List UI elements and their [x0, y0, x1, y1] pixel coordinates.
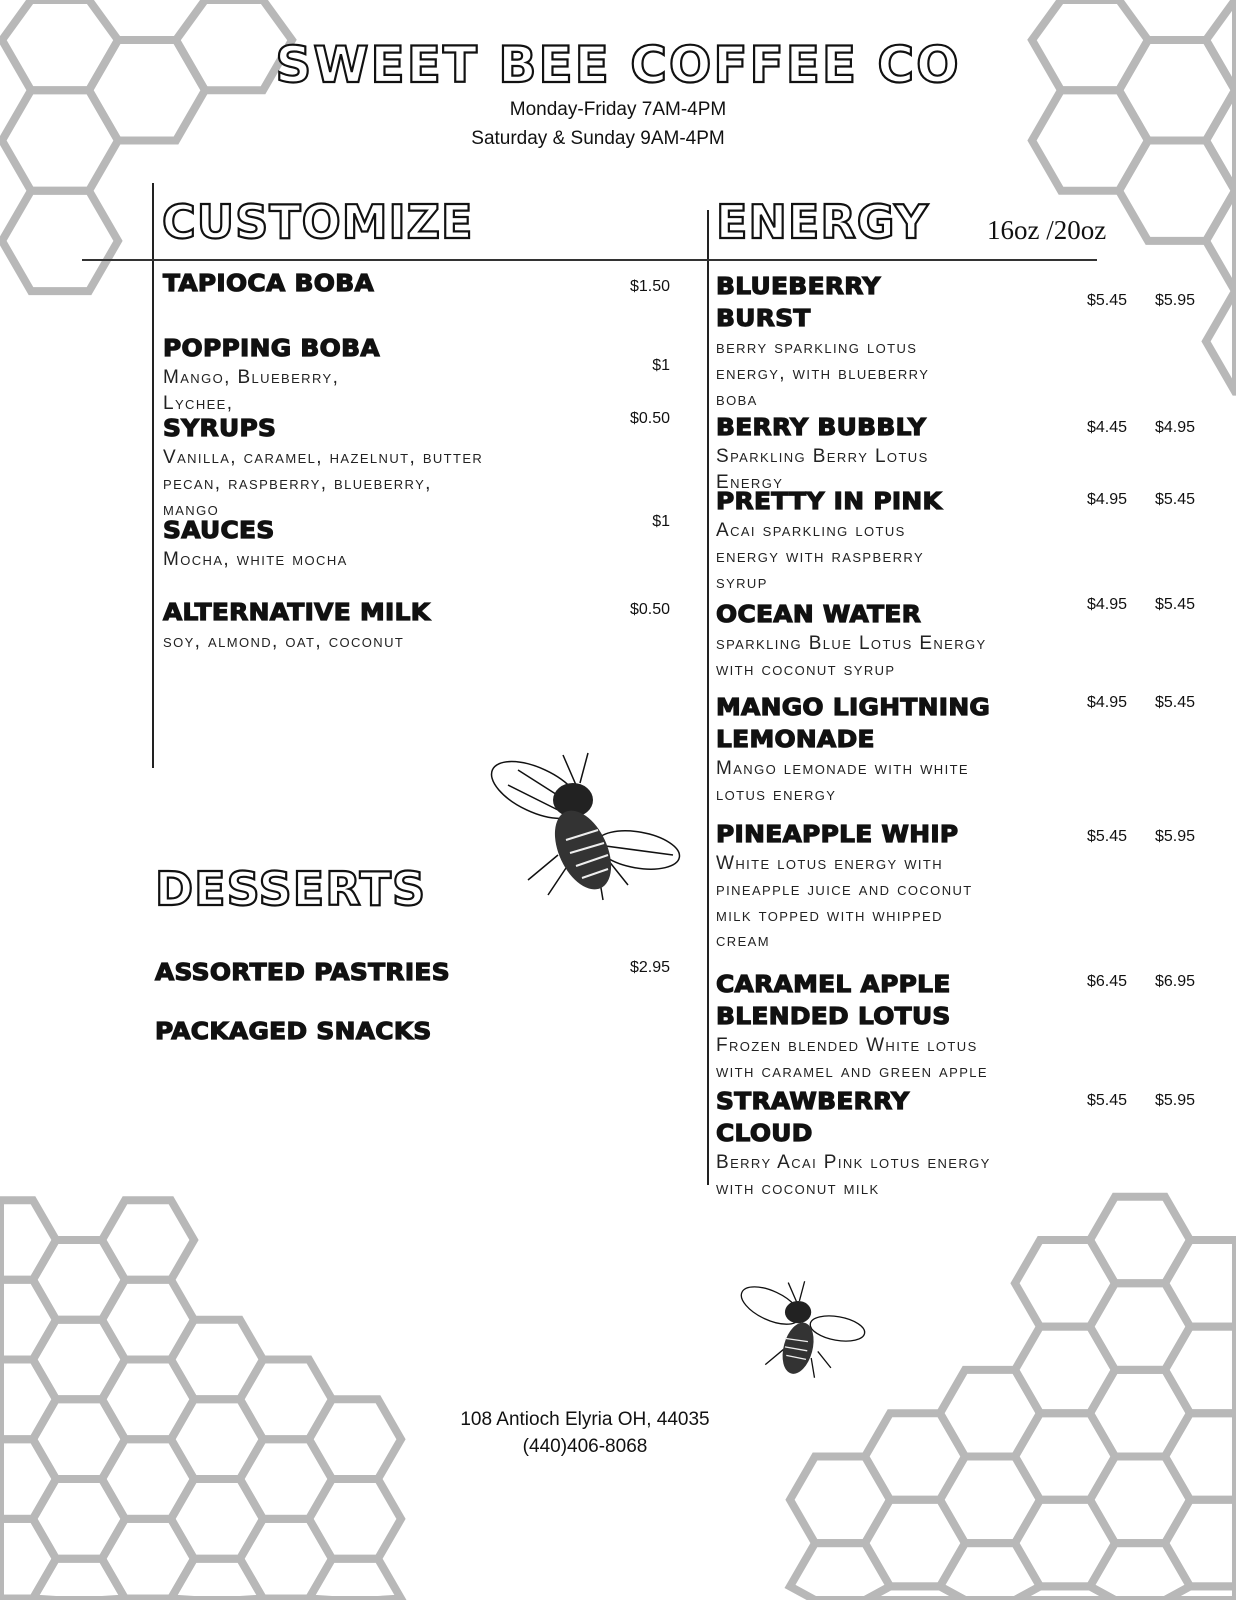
energy-item: [716, 819, 1086, 954]
hexagon-shape: [102, 1200, 194, 1280]
price-16oz: $4.95: [1086, 491, 1127, 508]
item-title: CARAMEL APPLE BLENDED LOTUS: [716, 972, 951, 1030]
item-title: SYRUPS: [163, 416, 277, 442]
item-price: $1: [652, 357, 670, 374]
desserts-heading: DESSERTS: [155, 862, 427, 916]
size-labels: 16oz /20oz: [987, 215, 1107, 245]
price-16oz: $6.45: [1086, 973, 1127, 990]
price-16oz: $5.45: [1086, 1092, 1127, 1109]
energy-item: [716, 412, 1086, 496]
energy-item: [716, 599, 1086, 683]
hexagon-shape: [2, 191, 118, 291]
address: 108 Antioch Elyria OH, 44035: [460, 1409, 710, 1430]
item-description: Acai sparkling lotus energy with raspberry syrup: [716, 520, 925, 593]
hexagon-shape: [1206, 191, 1236, 291]
hexagon-shape: [309, 1559, 401, 1600]
price-20oz: $5.95: [1154, 292, 1195, 309]
price-20oz: $4.95: [1154, 419, 1195, 436]
dessert-item: ASSORTED PASTRIES: [155, 960, 450, 986]
hexagon-shape: [0, 1200, 56, 1280]
price-16oz: $4.95: [1086, 694, 1127, 711]
dessert-price: $2.95: [629, 959, 670, 976]
price-20oz: $6.95: [1154, 973, 1195, 990]
price-20oz: $5.45: [1154, 596, 1195, 613]
item-title: BERRY BUBBLY: [716, 415, 927, 441]
price-16oz: $5.45: [1086, 828, 1127, 845]
energy-item: [716, 486, 1086, 595]
customize-item: [163, 413, 613, 522]
item-description: berry sparkling lotus energy, with blueberry boba: [716, 337, 930, 410]
item-title: ALTERNATIVE MILK: [163, 600, 431, 626]
item-title: POPPING BOBA: [163, 336, 380, 362]
item-price: $1: [652, 513, 670, 530]
customize-item: [163, 597, 613, 655]
item-description: Vanilla, caramel, hazelnut, butter pecan, raspberry, blueberry, mango: [163, 447, 484, 520]
customize-item: [163, 268, 613, 300]
energy-item: [716, 969, 1086, 1085]
hexagon-shape: [0, 1439, 56, 1519]
item-price: $0.50: [629, 601, 670, 618]
hours-weekend: Saturday & Sunday 9AM-4PM: [471, 128, 725, 149]
item-title: PRETTY IN PINK: [716, 489, 943, 515]
item-title: OCEAN WATER: [716, 602, 922, 628]
item-description: Berry Acai Pink lotus energy with coconut milk: [716, 1152, 991, 1199]
bee-illustration-small: [733, 1276, 873, 1381]
hexagon-shape: [1165, 1327, 1236, 1414]
price-20oz: $5.45: [1154, 694, 1195, 711]
hexagon-shape: [1206, 291, 1236, 392]
hexagon-shape: [0, 1280, 56, 1360]
item-description: Mocha, white mocha: [163, 549, 348, 570]
item-title: BLUEBERRY BURST: [716, 274, 881, 332]
item-title: TAPIOCA BOBA: [163, 271, 375, 297]
price-16oz: $4.45: [1086, 419, 1127, 436]
hexagon-shape: [309, 1479, 401, 1559]
item-price: $1.50: [629, 278, 670, 295]
divider-left: [152, 183, 154, 768]
hexagon-shape: [0, 1360, 56, 1440]
energy-heading: ENERGY: [716, 195, 929, 249]
item-title: STRAWBERRY CLOUD: [716, 1089, 910, 1147]
price-20oz: $5.95: [1154, 828, 1195, 845]
energy-item: [716, 271, 1086, 412]
item-title: MANGO LIGHTNING LEMONADE: [716, 695, 991, 753]
item-description: Frozen blended White lotus with caramel and green apple: [716, 1035, 988, 1082]
item-description: Mango, Blueberry, Lychee,: [163, 367, 340, 414]
hexagon-shape: [1165, 1586, 1236, 1600]
price-16oz: $5.45: [1086, 292, 1127, 309]
item-description: White lotus energy with pineapple juice and coconut milk topped with whipped cream: [716, 853, 973, 952]
divider-middle: [707, 210, 709, 1185]
hexagon-shape: [1165, 1500, 1236, 1587]
hexagon-shape: [1165, 1240, 1236, 1327]
price-20oz: $5.45: [1154, 491, 1195, 508]
customize-heading: CUSTOMIZE: [162, 195, 474, 249]
divider-header: [82, 259, 1097, 261]
item-title: PINEAPPLE WHIP: [716, 822, 959, 848]
hexagon-shape: [0, 1519, 56, 1599]
shop-title: SWEET BEE COFFEE CO: [275, 36, 961, 94]
hours-weekday: Monday-Friday 7AM-4PM: [509, 99, 727, 120]
hexagon-shape: [1165, 1413, 1236, 1500]
item-description: sparkling Blue Lotus Energy with coconut syrup: [716, 633, 987, 680]
item-price: $0.50: [629, 410, 670, 427]
price-16oz: $4.95: [1086, 596, 1127, 613]
energy-item: [716, 1086, 1086, 1202]
item-title: SAUCES: [163, 518, 275, 544]
bee-illustration: [488, 745, 683, 905]
price-20oz: $5.95: [1154, 1092, 1195, 1109]
dessert-item: PACKAGED SNACKS: [155, 1019, 432, 1045]
phone-number: (440)406-8068: [522, 1436, 648, 1457]
item-description: soy, almond, oat, coconut: [163, 631, 405, 652]
item-description: Sparkling Berry Lotus Energy: [716, 446, 929, 493]
customize-item: [163, 333, 613, 417]
customize-item: [163, 515, 613, 573]
energy-item: [716, 692, 1086, 808]
item-description: Mango lemonade with white lotus energy: [716, 758, 969, 805]
